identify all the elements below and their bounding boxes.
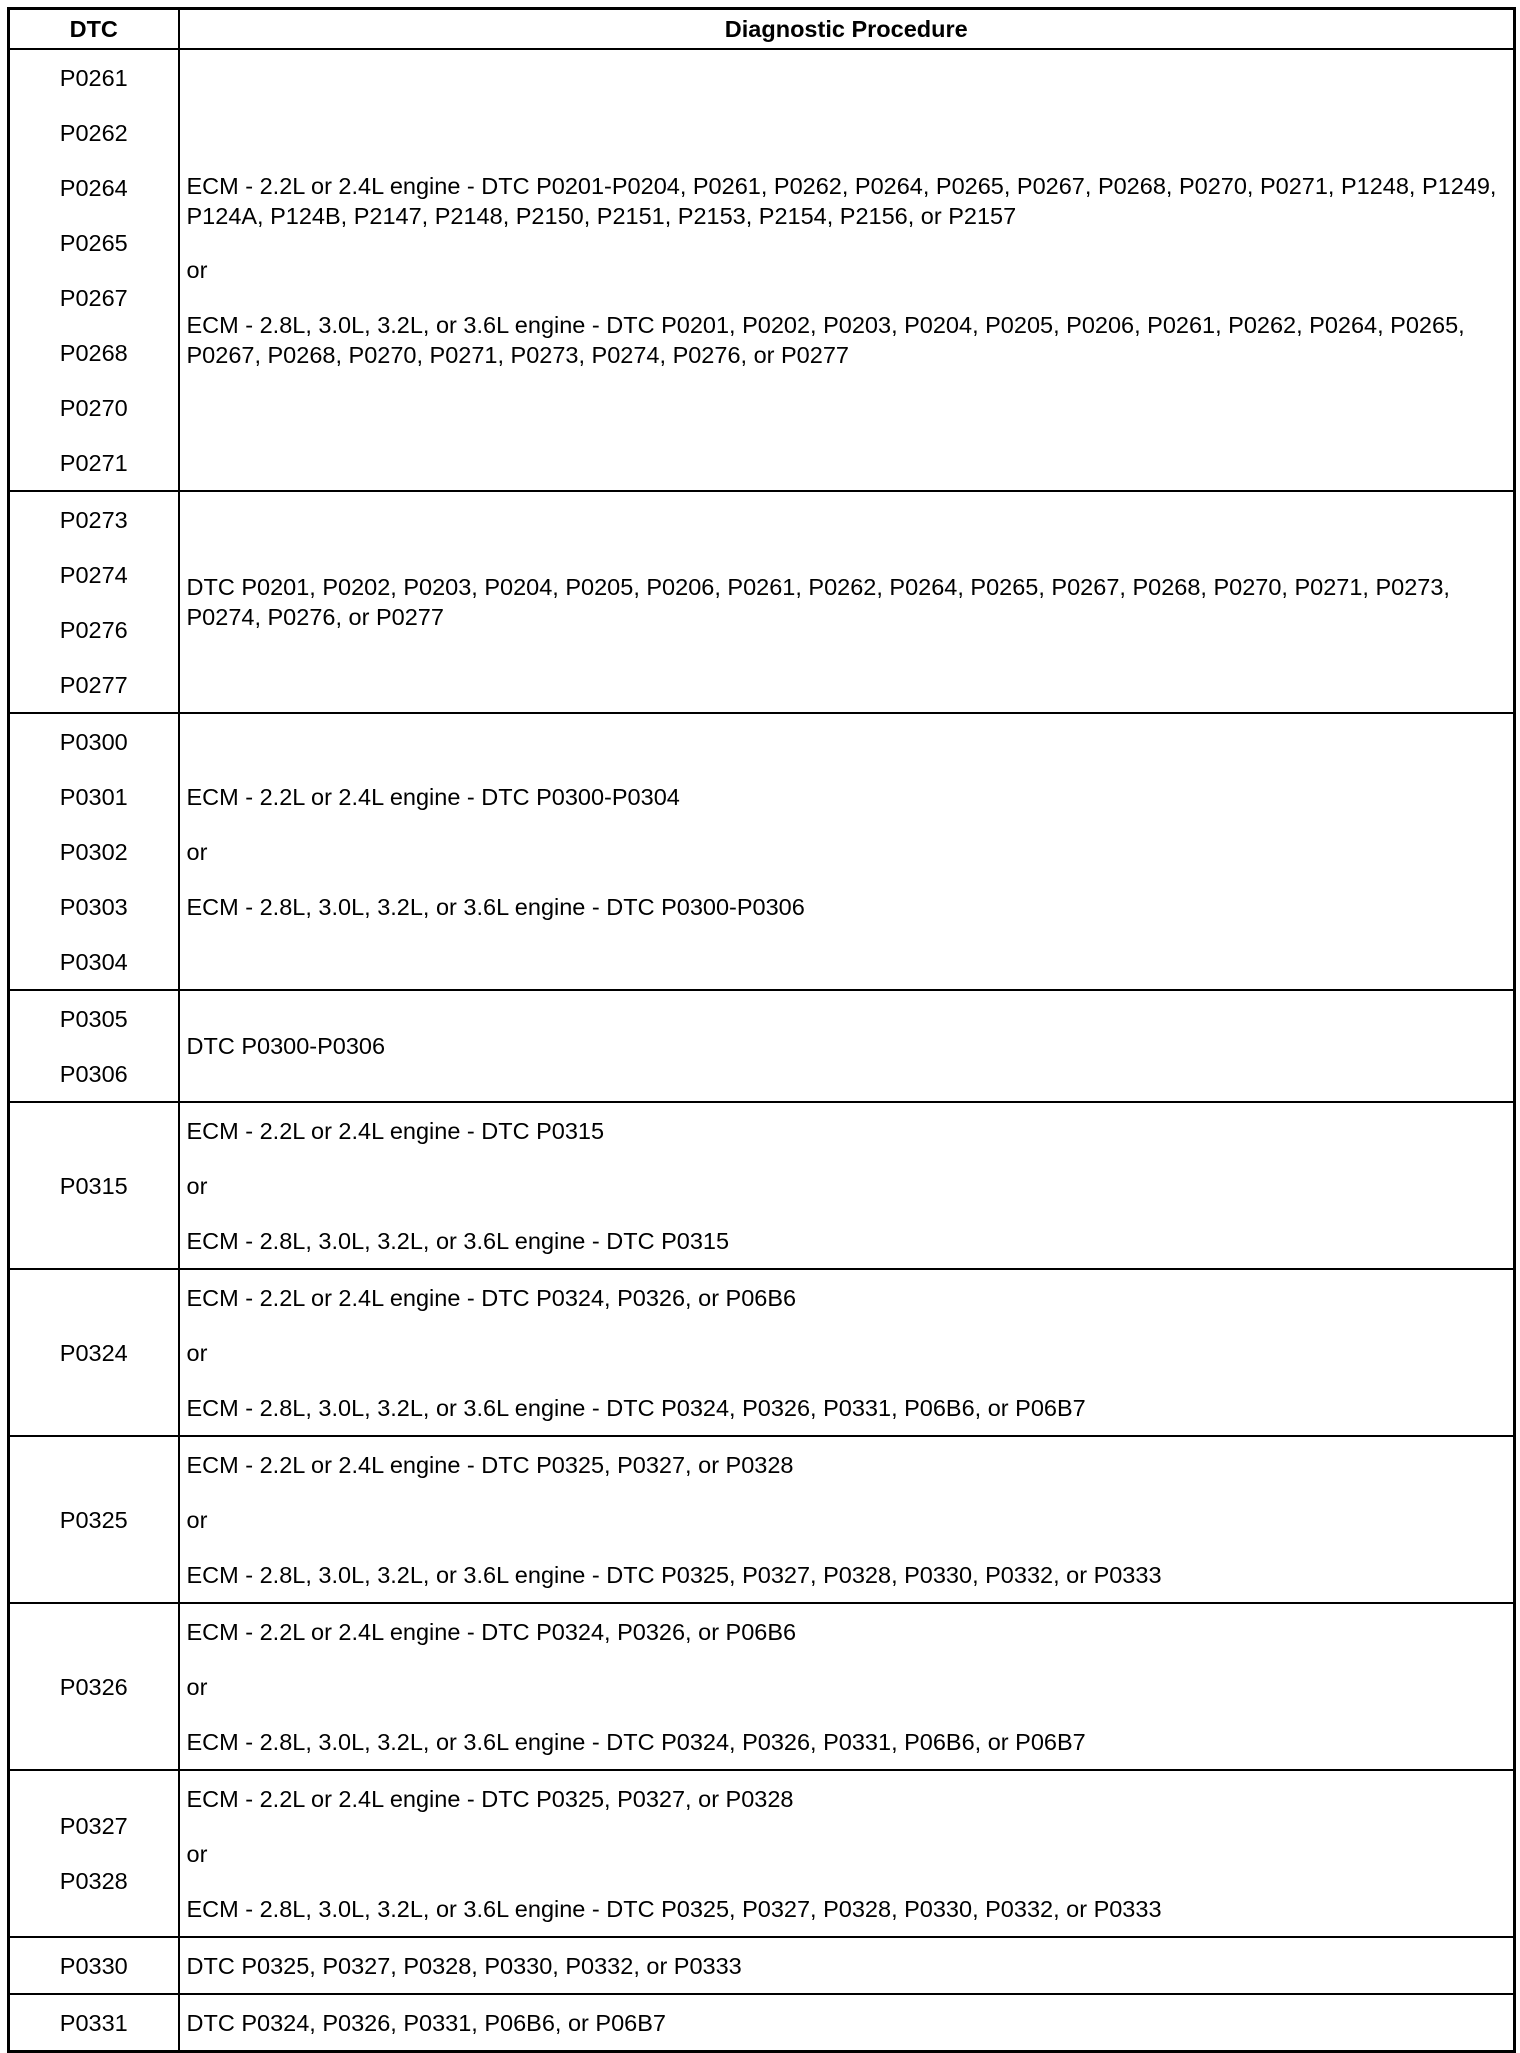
procedure-or: or [186,257,208,283]
procedure-text: ECM - 2.8L, 3.0L, 3.2L, or 3.6L engine - DTC P0325, P0327, P0328, P0330, P0332, or P0333 [186,1561,1162,1588]
procedure-cell [179,1994,1515,2052]
procedure-text: ECM - 2.2L or 2.4L engine - DTC P0324, P0326, or P06B6 [186,1284,797,1311]
procedure-text: ECM - 2.2L or 2.4L engine - DTC P0325, P0327, or P0328 [186,1785,794,1812]
dtc-code: P0331 [59,2009,128,2036]
table-body [9,49,1515,2052]
table-row [9,713,1515,990]
procedure-text: DTC P0300-P0306 [186,1033,386,1059]
header-row [9,9,1515,50]
table-row [9,1603,1515,1770]
table-row [9,1937,1515,1994]
dtc-cell [9,1603,179,1770]
procedure-or: or [186,838,208,865]
dtc-cell [9,1102,179,1269]
procedure-cell [179,713,1515,990]
dtc-code: P0300 [59,728,128,755]
procedure-text: DTC P0201, P0202, P0203, P0204, P0205, P0206, P0261, P0262, P0264, P0265, P0267, P0268, P0270, P0271, P0273, P0274, P0276, or P0277 [186,574,1450,630]
procedure-or: or [186,1673,208,1700]
dtc-cell [9,1436,179,1603]
dtc-cell [9,491,179,713]
table-row [9,1102,1515,1269]
dtc-code: P0264 [59,174,128,201]
table-row [9,1770,1515,1937]
procedure-text: ECM - 2.2L or 2.4L engine - DTC P0315 [186,1117,605,1144]
dtc-code: P0303 [59,893,128,920]
dtc-code: P0304 [59,948,128,975]
procedure-text: DTC P0325, P0327, P0328, P0330, P0332, or P0333 [186,1952,742,1979]
procedure-or: or [186,1172,208,1199]
dtc-cell [9,1994,179,2052]
dtc-code: P0261 [59,64,128,91]
procedure-or: or [186,1840,208,1867]
dtc-code: P0273 [59,506,128,533]
dtc-cell [9,990,179,1102]
procedure-cell [179,990,1515,1102]
procedure-text: ECM - 2.2L or 2.4L engine - DTC P0201-P0204, P0261, P0262, P0264, P0265, P0267, P0268, P0270, P0271, P1248, P1249, P124A, P124B, P2147, P2148, P2150, P2151, P2153, P2154, P2156, or P2157 [186,172,1497,229]
table-row [9,1994,1515,2052]
dtc-code: P0305 [59,1005,128,1032]
procedure-text: ECM - 2.8L, 3.0L, 3.2L, or 3.6L engine - DTC P0324, P0326, P0331, P06B6, or P06B7 [186,1728,1086,1755]
dtc-code: P0268 [59,339,128,366]
procedure-text: ECM - 2.2L or 2.4L engine - DTC P0325, P0327, or P0328 [186,1451,794,1478]
dtc-table [7,7,1516,2053]
dtc-code: P0302 [59,838,128,865]
dtc-code: P0277 [59,671,128,698]
procedure-or: or [186,1506,208,1533]
dtc-cell [9,1937,179,1994]
dtc-code: P0270 [59,394,128,421]
procedure-cell [179,49,1515,491]
table-row [9,491,1515,713]
dtc-cell [9,1770,179,1937]
dtc-code: P0330 [59,1952,128,1979]
procedure-text: ECM - 2.8L, 3.0L, 3.2L, or 3.6L engine - DTC P0324, P0326, P0331, P06B6, or P06B7 [186,1394,1086,1421]
procedure-cell [179,1269,1515,1436]
procedure-cell [179,491,1515,713]
dtc-code: P0315 [59,1172,128,1199]
dtc-code: P0274 [59,561,128,588]
procedure-text: ECM - 2.8L, 3.0L, 3.2L, or 3.6L engine - DTC P0325, P0327, P0328, P0330, P0332, or P0333 [186,1895,1162,1922]
procedure-text: ECM - 2.2L or 2.4L engine - DTC P0300-P0304 [186,783,680,810]
table-row [9,49,1515,491]
table-row [9,1269,1515,1436]
dtc-code: P0327 [59,1813,128,1839]
procedure-cell [179,1937,1515,1994]
dtc-code: P0276 [59,616,128,643]
table-row [9,1436,1515,1603]
dtc-code: P0306 [59,1060,128,1087]
procedure-text: ECM - 2.8L, 3.0L, 3.2L, or 3.6L engine - DTC P0315 [186,1227,730,1254]
procedure-cell [179,1603,1515,1770]
dtc-code: P0325 [59,1506,128,1533]
dtc-code: P0301 [59,783,128,810]
dtc-code: P0271 [59,449,128,476]
dtc-cell [9,713,179,990]
dtc-code: P0326 [59,1673,128,1700]
dtc-code: P0265 [59,229,128,256]
procedure-or: or [186,1339,208,1366]
dtc-cell [9,49,179,491]
header-procedure: Diagnostic Procedure [179,9,1515,50]
dtc-code: P0328 [59,1868,128,1894]
dtc-code: P0267 [59,284,128,311]
procedure-cell [179,1770,1515,1937]
procedure-text: ECM - 2.8L, 3.0L, 3.2L, or 3.6L engine - DTC P0201, P0202, P0203, P0204, P0205, P0206, P0261, P0262, P0264, P0265, P0267, P0268, P0270, P0271, P0273, P0274, P0276, or P0277 [186,311,1465,368]
procedure-cell [179,1436,1515,1603]
procedure-text: ECM - 2.2L or 2.4L engine - DTC P0324, P0326, or P06B6 [186,1618,797,1645]
table-row [9,990,1515,1102]
procedure-text: DTC P0324, P0326, P0331, P06B6, or P06B7 [186,2009,666,2036]
dtc-code: P0324 [59,1339,128,1366]
dtc-code: P0262 [59,119,128,146]
header-dtc: DTC [9,9,179,50]
procedure-text: ECM - 2.8L, 3.0L, 3.2L, or 3.6L engine - DTC P0300-P0306 [186,893,805,920]
dtc-cell [9,1269,179,1436]
procedure-cell [179,1102,1515,1269]
